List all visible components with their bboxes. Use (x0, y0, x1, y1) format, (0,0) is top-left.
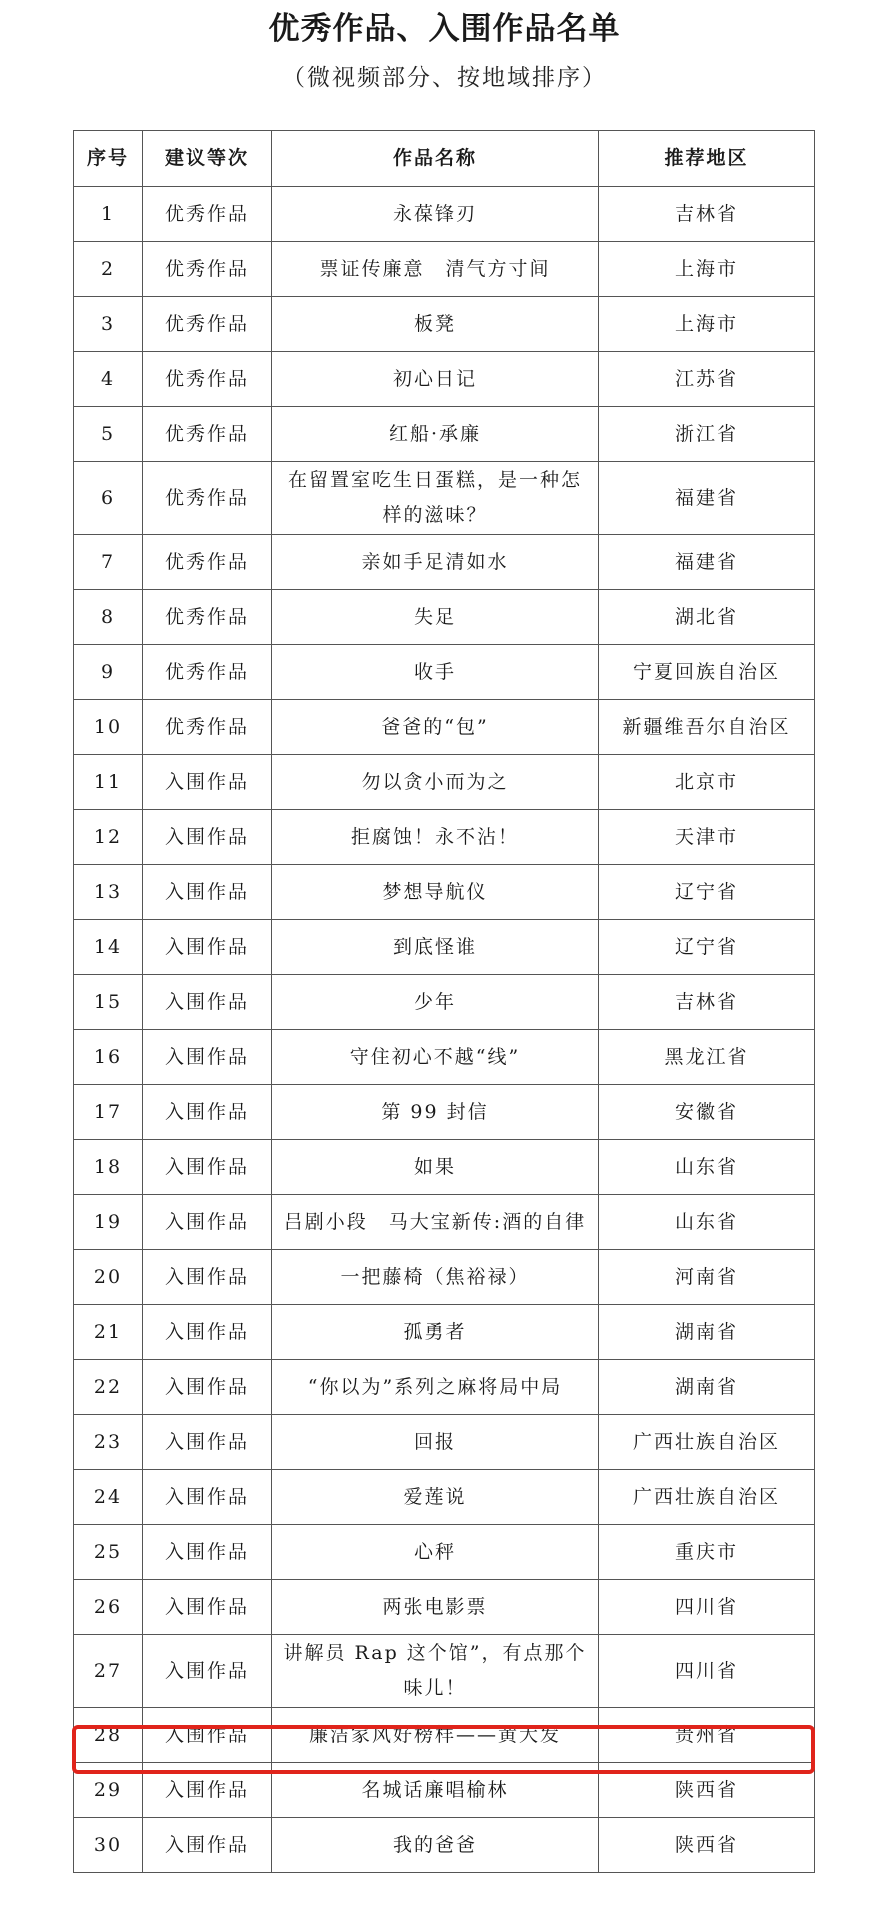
cell-region: 陕西省 (599, 1763, 815, 1818)
cell-no: 8 (74, 590, 143, 645)
table-row (74, 1305, 815, 1360)
cell-level: 入围作品 (143, 1305, 272, 1360)
cell-name: 拒腐蚀！永不沾！ (272, 810, 599, 865)
cell-no: 12 (74, 810, 143, 865)
cell-level: 优秀作品 (143, 462, 272, 535)
cell-region: 重庆市 (599, 1525, 815, 1580)
cell-no: 19 (74, 1195, 143, 1250)
cell-name: 勿以贪小而为之 (272, 755, 599, 810)
table-row (74, 535, 815, 590)
table-header-row (74, 131, 815, 187)
table-row (74, 1140, 815, 1195)
cell-name: 一把藤椅（焦裕禄） (272, 1250, 599, 1305)
cell-no: 15 (74, 975, 143, 1030)
cell-no: 1 (74, 187, 143, 242)
cell-region: 安徽省 (599, 1085, 815, 1140)
cell-name: 如果 (272, 1140, 599, 1195)
table-row (74, 590, 815, 645)
cell-level: 优秀作品 (143, 297, 272, 352)
cell-level: 优秀作品 (143, 187, 272, 242)
table-row-highlighted (74, 1708, 815, 1763)
cell-name: 名城话廉唱榆林 (272, 1763, 599, 1818)
cell-region: 福建省 (599, 535, 815, 590)
cell-region: 陕西省 (599, 1818, 815, 1873)
cell-name: 两张电影票 (272, 1580, 599, 1635)
cell-level: 优秀作品 (143, 242, 272, 297)
cell-no: 23 (74, 1415, 143, 1470)
cell-level: 优秀作品 (143, 352, 272, 407)
table-row (74, 297, 815, 352)
cell-level: 入围作品 (143, 1818, 272, 1873)
table-row (74, 1415, 815, 1470)
cell-name: 梦想导航仪 (272, 865, 599, 920)
cell-name: 亲如手足清如水 (272, 535, 599, 590)
table-row (74, 1470, 815, 1525)
cell-name: 第 99 封信 (272, 1085, 599, 1140)
cell-no: 30 (74, 1818, 143, 1873)
cell-region: 天津市 (599, 810, 815, 865)
cell-no: 26 (74, 1580, 143, 1635)
cell-name: 孤勇者 (272, 1305, 599, 1360)
cell-level: 入围作品 (143, 920, 272, 975)
cell-name: 爱莲说 (272, 1470, 599, 1525)
cell-level: 入围作品 (143, 975, 272, 1030)
cell-region: 吉林省 (599, 187, 815, 242)
cell-region: 上海市 (599, 242, 815, 297)
table-row (74, 920, 815, 975)
cell-region: 黑龙江省 (599, 1030, 815, 1085)
cell-region: 福建省 (599, 462, 815, 535)
cell-name: 心秤 (272, 1525, 599, 1580)
cell-region: 四川省 (599, 1580, 815, 1635)
cell-no: 16 (74, 1030, 143, 1085)
table-row (74, 1580, 815, 1635)
cell-level: 入围作品 (143, 1763, 272, 1818)
table-row (74, 352, 815, 407)
cell-no: 7 (74, 535, 143, 590)
table-row (74, 700, 815, 755)
cell-region: 新疆维吾尔自治区 (599, 700, 815, 755)
table-row (74, 1525, 815, 1580)
table-row (74, 810, 815, 865)
cell-name: 吕剧小段 马大宝新传:酒的自律 (272, 1195, 599, 1250)
awards-table (73, 130, 815, 1873)
table-row (74, 407, 815, 462)
cell-name: 收手 (272, 645, 599, 700)
cell-no: 5 (74, 407, 143, 462)
table-row (74, 975, 815, 1030)
cell-region: 湖北省 (599, 590, 815, 645)
cell-region: 辽宁省 (599, 865, 815, 920)
cell-name: 到底怪谁 (272, 920, 599, 975)
cell-name: 永葆锋刃 (272, 187, 599, 242)
cell-region: 辽宁省 (599, 920, 815, 975)
page-subtitle: （微视频部分、按地域排序） (282, 65, 607, 91)
header-name: 作品名称 (272, 131, 599, 187)
cell-name: 失足 (272, 590, 599, 645)
cell-region: 贵州省 (599, 1708, 815, 1763)
cell-level: 入围作品 (143, 1250, 272, 1305)
cell-name: 讲解员 Rap 这个馆”，有点那个味儿！ (272, 1635, 599, 1708)
cell-name: “你以为”系列之麻将局中局 (272, 1360, 599, 1415)
cell-name: 回报 (272, 1415, 599, 1470)
cell-name: 在留置室吃生日蛋糕，是一种怎样的滋味？ (272, 462, 599, 535)
table-row (74, 755, 815, 810)
cell-no: 28 (74, 1708, 143, 1763)
cell-level: 入围作品 (143, 1580, 272, 1635)
cell-region: 广西壮族自治区 (599, 1470, 815, 1525)
table-row (74, 1360, 815, 1415)
cell-level: 入围作品 (143, 1140, 272, 1195)
cell-region: 上海市 (599, 297, 815, 352)
cell-level: 优秀作品 (143, 700, 272, 755)
cell-level: 入围作品 (143, 1525, 272, 1580)
cell-level: 入围作品 (143, 755, 272, 810)
cell-no: 17 (74, 1085, 143, 1140)
cell-level: 入围作品 (143, 1470, 272, 1525)
cell-no: 13 (74, 865, 143, 920)
cell-name: 爸爸的“包” (272, 700, 599, 755)
cell-name: 红船·承廉 (272, 407, 599, 462)
table-row (74, 462, 815, 535)
cell-level: 入围作品 (143, 810, 272, 865)
cell-level: 入围作品 (143, 1415, 272, 1470)
cell-level: 入围作品 (143, 1635, 272, 1708)
cell-level: 优秀作品 (143, 407, 272, 462)
table-row (74, 1635, 815, 1708)
cell-no: 21 (74, 1305, 143, 1360)
cell-no: 9 (74, 645, 143, 700)
cell-level: 入围作品 (143, 1030, 272, 1085)
cell-no: 2 (74, 242, 143, 297)
cell-region: 江苏省 (599, 352, 815, 407)
cell-no: 18 (74, 1140, 143, 1195)
table-row (74, 1250, 815, 1305)
cell-no: 14 (74, 920, 143, 975)
cell-region: 广西壮族自治区 (599, 1415, 815, 1470)
cell-name: 初心日记 (272, 352, 599, 407)
cell-level: 优秀作品 (143, 645, 272, 700)
header-level: 建议等次 (143, 131, 272, 187)
cell-name: 廉洁家风好榜样——黄大发 (272, 1708, 599, 1763)
cell-region: 宁夏回族自治区 (599, 645, 815, 700)
cell-level: 优秀作品 (143, 590, 272, 645)
header-no: 序号 (74, 131, 143, 187)
cell-level: 入围作品 (143, 1195, 272, 1250)
table-row (74, 645, 815, 700)
cell-region: 山东省 (599, 1140, 815, 1195)
cell-no: 29 (74, 1763, 143, 1818)
cell-region: 湖南省 (599, 1360, 815, 1415)
cell-name: 守住初心不越“线” (272, 1030, 599, 1085)
cell-no: 10 (74, 700, 143, 755)
cell-name: 我的爸爸 (272, 1818, 599, 1873)
table-row (74, 1085, 815, 1140)
table-row (74, 1818, 815, 1873)
cell-region: 吉林省 (599, 975, 815, 1030)
cell-no: 25 (74, 1525, 143, 1580)
cell-name: 票证传廉意 清气方寸间 (272, 242, 599, 297)
cell-level: 优秀作品 (143, 535, 272, 590)
table-row (74, 1195, 815, 1250)
cell-no: 6 (74, 462, 143, 535)
cell-level: 入围作品 (143, 1360, 272, 1415)
cell-region: 四川省 (599, 1635, 815, 1708)
cell-level: 入围作品 (143, 1708, 272, 1763)
cell-region: 北京市 (599, 755, 815, 810)
cell-no: 3 (74, 297, 143, 352)
cell-no: 24 (74, 1470, 143, 1525)
cell-region: 河南省 (599, 1250, 815, 1305)
cell-no: 4 (74, 352, 143, 407)
cell-level: 入围作品 (143, 865, 272, 920)
cell-name: 少年 (272, 975, 599, 1030)
cell-no: 22 (74, 1360, 143, 1415)
table-row (74, 865, 815, 920)
table-row (74, 242, 815, 297)
cell-no: 11 (74, 755, 143, 810)
cell-no: 20 (74, 1250, 143, 1305)
cell-name: 板凳 (272, 297, 599, 352)
cell-region: 湖南省 (599, 1305, 815, 1360)
cell-region: 浙江省 (599, 407, 815, 462)
cell-level: 入围作品 (143, 1085, 272, 1140)
header-region: 推荐地区 (599, 131, 815, 187)
cell-region: 山东省 (599, 1195, 815, 1250)
cell-no: 27 (74, 1635, 143, 1708)
table-row (74, 187, 815, 242)
table-row (74, 1030, 815, 1085)
page-title: 优秀作品、入围作品名单 (268, 11, 621, 47)
table-row (74, 1763, 815, 1818)
